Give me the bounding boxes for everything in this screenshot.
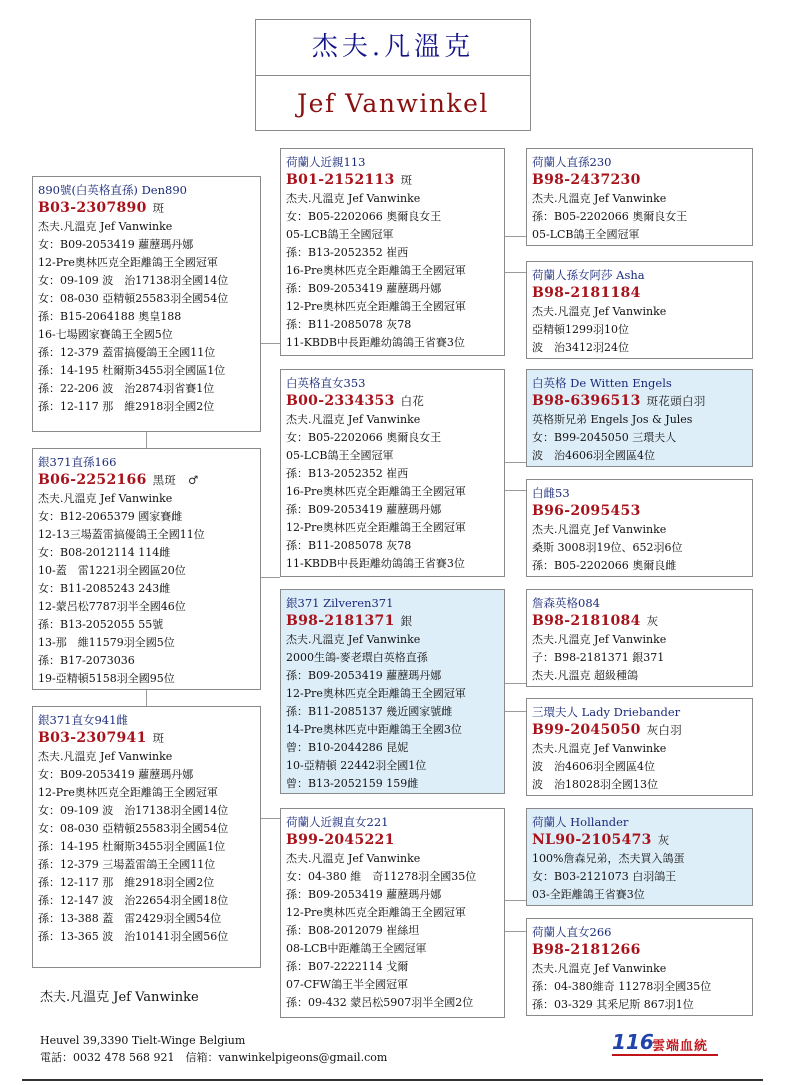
info-line: 孫：B05-2202066 奧爾良女王	[532, 210, 688, 223]
info-line: 13-那 維11579羽全國5位	[38, 636, 175, 649]
ring-code: B99-2045221	[286, 832, 395, 848]
ring-number	[38, 199, 260, 218]
ring-code: B98-2181371	[286, 613, 395, 629]
info-line: 女：B05-2202066 奧爾良女王	[286, 431, 442, 444]
info-line: 杰夫.凡溫克 Jef Vanwinke	[532, 523, 667, 536]
feather-color: 斑	[400, 173, 413, 187]
info-line: 100%詹森兄弟，杰夫買入鴿蛋	[532, 852, 685, 865]
card-header: 詹森英格084	[532, 596, 600, 610]
info-line: 女：B09-2053419 蘿藶瑪丹娜	[38, 238, 194, 251]
info-line: 孫：13-388 蓋 雷2429羽全國54位	[38, 912, 222, 925]
feather-color: 斑	[152, 731, 165, 745]
info-line: 孫：12-117 那 維2918羽全國2位	[38, 400, 215, 413]
info-line: 05-LCB鴿王全國冠軍	[286, 449, 394, 462]
subject-card	[32, 176, 261, 432]
info-line: 12-Pre奧林匹克全距離鴿王全國冠軍	[286, 300, 466, 313]
connector	[504, 900, 526, 901]
card-header: 白雌53	[532, 486, 570, 500]
ring-code: B98-2181084	[532, 613, 641, 629]
info-line: 19-亞精頓5158羽全國95位	[38, 672, 175, 685]
info-line: 杰夫.凡溫克 超級種鴿	[532, 669, 638, 682]
sire-card	[32, 448, 261, 690]
connector	[504, 462, 526, 463]
card-header: 荷蘭人 Hollander	[532, 815, 629, 829]
bottom-rule	[22, 1079, 763, 1081]
info-line: 杰夫.凡溫克 Jef Vanwinke	[532, 962, 667, 975]
info-line: 11-KBDB中長距離幼鴿鴿王省賽3位	[286, 557, 465, 570]
info-line: 10-亞精頓 22442羽全國1位	[286, 759, 427, 772]
connector	[260, 343, 280, 344]
sire-sire-sire-card	[526, 148, 753, 246]
footer-contact: 電話：0032 478 568 921 信箱：vanwinkelpigeons@gmail.com	[40, 1051, 388, 1064]
card-header: 白英格直女353	[286, 376, 366, 390]
info-line: 07-CFW鴿王半全國冠軍	[286, 978, 409, 991]
feather-color: 斑	[152, 201, 165, 215]
sire-sire-card	[280, 148, 505, 356]
info-line: 12-13三場蓋雷搞優鴿王全國11位	[38, 528, 205, 541]
info-line: 波 治4606羽全國區4位	[532, 449, 655, 462]
connector	[146, 431, 147, 448]
info-line: 08-LCB中距離鴿王全國冠軍	[286, 942, 427, 955]
info-line: 孫：B05-2202066 奧爾良雌	[532, 559, 677, 572]
ring-number	[532, 721, 752, 740]
info-line: 女：09-109 波 治17138羽全國14位	[38, 274, 229, 287]
info-line: 曾：B13-2052159 159雌	[286, 777, 419, 790]
info-line: 14-Pre奧林匹克中距離鴿王全國3位	[286, 723, 462, 736]
info-line: 杰夫.凡溫克 Jef Vanwinke	[38, 750, 173, 763]
info-line: 12-Pre奧林匹克全距離鴿王全國冠軍	[286, 521, 466, 534]
feather-color: 黑斑 ♂	[152, 473, 199, 487]
connector	[146, 689, 147, 706]
feather-color: 白花	[400, 394, 425, 408]
dam-sire-dam-card	[526, 698, 753, 796]
ring-number	[38, 471, 260, 490]
info-line: 孫：B13-2052055 55號	[38, 618, 164, 631]
info-line: 杰夫.凡溫克 Jef Vanwinke	[532, 192, 667, 205]
info-line: 杰夫.凡溫克 Jef Vanwinke	[286, 633, 421, 646]
info-line: 孫：B09-2053419 蘿藶瑪丹娜	[286, 888, 442, 901]
info-line: 05-LCB鴿王全國冠軍	[286, 228, 394, 241]
ring-code: B98-2437230	[532, 172, 641, 188]
ring-number	[532, 612, 752, 631]
info-line: 孫：B13-2052352 崔西	[286, 246, 409, 259]
info-line: 孫：B09-2053419 蘿藶瑪丹娜	[286, 669, 442, 682]
info-line: 杰夫.凡溫克 Jef Vanwinke	[286, 413, 421, 426]
info-line: 女：B09-2053419 蘿藶瑪丹娜	[38, 768, 194, 781]
ring-code: B01-2152113	[286, 172, 395, 188]
ring-code: B99-2045050	[532, 722, 641, 738]
info-line: 女：B05-2202066 奧爾良女王	[286, 210, 442, 223]
feather-color: 灰	[646, 614, 659, 628]
ring-number	[38, 729, 260, 748]
info-line: 12-Pre奧林匹克全距離鴿王全國冠軍	[286, 906, 466, 919]
info-line: 亞精頓1299羽10位	[532, 323, 629, 336]
ring-code: B96-2095453	[532, 503, 641, 519]
info-line: 杰夫.凡溫克 Jef Vanwinke	[286, 192, 421, 205]
info-line: 孫：B11-2085078 灰78	[286, 318, 412, 331]
info-line: 女：08-030 亞精頓25583羽全國54位	[38, 292, 229, 305]
info-line: 孫：03-329 其釆尼斯 867羽1位	[532, 998, 694, 1011]
info-line: 孫：22-206 波 治2874羽省賽1位	[38, 382, 215, 395]
info-line: 杰夫.凡溫克 Jef Vanwinke	[532, 305, 667, 318]
info-line: 杰夫.凡溫克 Jef Vanwinke	[38, 220, 173, 233]
info-line: 女：B03-2121073 白羽鴿王	[532, 870, 677, 883]
card-header: 荷蘭人近親直女221	[286, 815, 389, 829]
info-line: 16-Pre奧林匹克全距離鴿王全國冠軍	[286, 485, 466, 498]
dam-dam-dam-card	[526, 918, 753, 1016]
dam-dam-sire-card	[526, 808, 753, 906]
info-line: 12-Pre奧林匹克全距離鴿王全國冠軍	[38, 786, 218, 799]
title-chinese: 杰夫.凡溫克	[256, 20, 530, 76]
feather-color: 灰白羽	[646, 723, 683, 737]
ring-code: B03-2307890	[38, 200, 147, 216]
info-line: 孫：B09-2053419 蘿藶瑪丹娜	[286, 282, 442, 295]
ring-number	[532, 941, 752, 960]
info-line: 孫：13-365 波 治10141羽全國56位	[38, 930, 229, 943]
info-line: 女：B99-2045050 三環夫人	[532, 431, 677, 444]
connector	[260, 818, 280, 819]
info-line: 孫：12-117 那 維2918羽全國2位	[38, 876, 215, 889]
info-line: 03-全距離鴿王省賽3位	[532, 888, 645, 901]
ring-code: B03-2307941	[38, 730, 147, 746]
feather-color: 灰	[657, 833, 670, 847]
ring-code: B98-6396513	[532, 393, 641, 409]
logo-number: 116	[612, 1030, 654, 1054]
title-english: Jef Vanwinkel	[297, 89, 489, 118]
breeder-name: 杰夫.凡溫克 Jef Vanwinke	[40, 990, 199, 1005]
dam-card	[32, 706, 261, 968]
info-line: 子：B98-2181371 銀371	[532, 651, 665, 664]
info-line: 孫：B11-2085137 幾近國家號雌	[286, 705, 453, 718]
info-line: 杰夫.凡溫克 Jef Vanwinke	[38, 492, 173, 505]
title-box	[255, 19, 531, 131]
info-line: 女：08-030 亞精頓25583羽全國54位	[38, 822, 229, 835]
logo-underline	[612, 1054, 718, 1056]
ring-code: B98-2181266	[532, 942, 641, 958]
footer-address: Heuvel 39,3390 Tielt-Winge Belgium	[40, 1034, 246, 1047]
sire-dam-dam-card	[526, 479, 753, 577]
logo-text: 雲端血統	[652, 1039, 709, 1054]
ring-code: B98-2181184	[532, 285, 641, 301]
info-line: 孫：B17-2073036	[38, 654, 135, 667]
info-line: 孫：14-195 杜爾斯3455羽全國區1位	[38, 840, 226, 853]
info-line: 11-KBDB中長距離幼鴿鴿王省賽3位	[286, 336, 465, 349]
info-line: 杰夫.凡溫克 Jef Vanwinke	[532, 742, 667, 755]
info-line: 10-蓋 雷1221羽全國區20位	[38, 564, 186, 577]
card-header: 荷蘭人近親113	[286, 155, 366, 169]
info-line: 12-蒙呂松7787羽半全國46位	[38, 600, 186, 613]
connector	[260, 577, 280, 578]
ring-number	[532, 831, 752, 850]
connector	[504, 931, 526, 932]
info-line: 波 治18028羽全國13位	[532, 778, 658, 791]
info-line: 波 治4606羽全國區4位	[532, 760, 655, 773]
info-line: 孫：B07-2222114 戈爾	[286, 960, 409, 973]
info-line: 16-Pre奧林匹克全距離鴿王全國冠軍	[286, 264, 466, 277]
card-header: 890號(白英格直孫) Den890	[38, 183, 187, 197]
info-line: 孫：12-379 三場蓋雷鴿王全國11位	[38, 858, 216, 871]
info-line: 桑斯 3008羽19位、652羽6位	[532, 541, 683, 554]
info-line: 孫：B13-2052352 崔西	[286, 467, 409, 480]
info-line: 曾：B10-2044286 昆妮	[286, 741, 409, 754]
ring-number	[532, 284, 752, 303]
info-line: 孫：B08-2012079 崔絲坦	[286, 924, 420, 937]
card-header: 白英格 De Witten Engels	[532, 376, 672, 390]
info-line: 女：04-380 維 奇11278羽全國35位	[286, 870, 477, 883]
connector	[504, 683, 526, 684]
info-line: 孫：12-379 蓋雷搞優鴿王全國11位	[38, 346, 216, 359]
info-line: 孫：B09-2053419 蘿藶瑪丹娜	[286, 503, 442, 516]
ring-number	[532, 502, 752, 521]
connector	[504, 490, 526, 491]
info-line: 女：B11-2085243 243雌	[38, 582, 171, 595]
info-line: 16-七場國家賽鴿王全國5位	[38, 328, 173, 341]
info-line: 2000生鴿-麥老環白英格直孫	[286, 651, 428, 664]
ring-number	[286, 831, 504, 850]
info-line: 女：09-109 波 治17138羽全國14位	[38, 804, 229, 817]
dam-dam-card	[280, 808, 505, 1018]
info-line: 12-Pre奧林匹克全距離鴿王全國冠軍	[286, 687, 466, 700]
connector	[504, 711, 526, 712]
info-line: 女：B12-2065379 國家賽雌	[38, 510, 183, 523]
card-header: 荷蘭人直孫230	[532, 155, 612, 169]
ring-code: B06-2252166	[38, 472, 147, 488]
ring-number	[532, 171, 752, 190]
connector	[504, 236, 526, 237]
info-line: 孫：04-380維奇 11278羽全國35位	[532, 980, 712, 993]
info-line: 孫：12-147 波 治22654羽全國18位	[38, 894, 229, 907]
ring-number	[286, 171, 504, 190]
card-header: 荷蘭人直女266	[532, 925, 612, 939]
feather-color: 銀	[400, 614, 413, 628]
info-line: 孫：09-432 蒙呂松5907羽半全國2位	[286, 996, 474, 1009]
info-line: 12-Pre奧林匹克全距離鴿王全國冠軍	[38, 256, 218, 269]
dam-sire-sire-card	[526, 589, 753, 687]
sire-dam-card	[280, 369, 505, 577]
info-line: 05-LCB鴿王全國冠軍	[532, 228, 640, 241]
ring-number	[532, 392, 752, 411]
card-header: 銀371直女941雌	[38, 713, 128, 727]
sire-dam-sire-card	[526, 369, 753, 467]
info-line: 孫：B11-2085078 灰78	[286, 539, 412, 552]
card-header: 銀371 Zilveren371	[286, 596, 394, 610]
card-header: 荷蘭人孫女阿莎 Asha	[532, 268, 645, 282]
connector	[504, 272, 526, 273]
feather-color: 斑花頭白羽	[646, 394, 706, 408]
info-line: 孫：14-195 杜爾斯3455羽全國區1位	[38, 364, 226, 377]
card-header: 三環夫人 Lady Driebander	[532, 705, 681, 719]
info-line: 杰夫.凡溫克 Jef Vanwinke	[532, 633, 667, 646]
ring-number	[286, 612, 504, 631]
ring-code: B00-2334353	[286, 393, 395, 409]
info-line: 波 治3412羽24位	[532, 341, 629, 354]
dam-sire-card	[280, 589, 505, 794]
info-line: 孫：B15-2064188 奧皇188	[38, 310, 182, 323]
info-line: 女：B08-2012114 114雌	[38, 546, 171, 559]
sire-sire-dam-card	[526, 261, 753, 359]
info-line: 杰夫.凡溫克 Jef Vanwinke	[286, 852, 421, 865]
ring-code: NL90-2105473	[532, 832, 652, 848]
card-header: 銀371直孫166	[38, 455, 117, 469]
logo	[612, 1030, 722, 1058]
ring-number	[286, 392, 504, 411]
info-line: 英格斯兄弟 Engels Jos & Jules	[532, 413, 693, 426]
